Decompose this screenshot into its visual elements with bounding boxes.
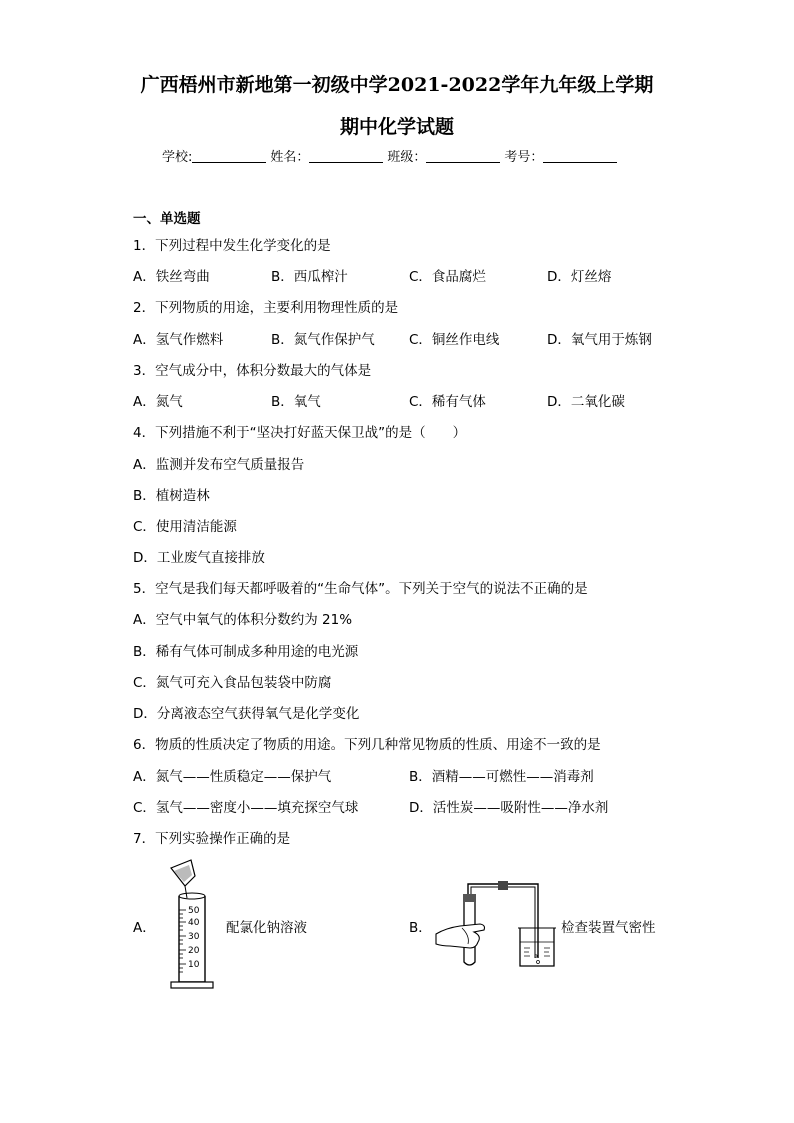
delivery-tube-icon: [468, 884, 538, 958]
stopper-icon: [463, 894, 476, 902]
cylinder-tick-10: 10: [188, 960, 200, 970]
cylinder-base-icon: [171, 982, 213, 988]
question-6-option-b[interactable]: B．酒精——可燃性——消毒剂: [409, 769, 594, 785]
question-5-option-b[interactable]: B．稀有气体可制成多种用途的电光源: [133, 644, 359, 660]
question-1-option-a[interactable]: A．铁丝弯曲: [133, 269, 210, 285]
question-2-option-c[interactable]: C．铜丝作电线: [409, 332, 500, 348]
question-3-option-c[interactable]: C．稀有气体: [409, 394, 486, 410]
question-1-option-d[interactable]: D．灯丝熔: [547, 269, 612, 285]
question-4-option-a[interactable]: A．监测并发布空气质量报告: [133, 457, 305, 473]
question-4-option-c[interactable]: C．使用清洁能源: [133, 519, 237, 535]
question-7-option-a[interactable]: A．: [133, 920, 156, 936]
number-label: 考号：: [504, 150, 544, 165]
exam-title-line2: 期中化学试题: [339, 116, 454, 138]
graduated-cylinder-figure: [165, 858, 219, 994]
rubber-connector-icon: [498, 881, 508, 890]
cylinder-tick-30: 30: [188, 932, 200, 942]
question-1-option-c[interactable]: C．食品腐烂: [409, 269, 486, 285]
class-blank[interactable]: [426, 150, 500, 163]
question-2-option-a[interactable]: A．氢气作燃料: [133, 332, 224, 348]
question-2-option-b[interactable]: B．氮气作保护气: [271, 332, 375, 348]
school-blank[interactable]: [192, 150, 266, 163]
question-3-option-b[interactable]: B．氧气: [271, 394, 321, 410]
question-3-option-a[interactable]: A．氮气: [133, 394, 183, 410]
question-6-option-c[interactable]: C．氢气——密度小——填充探空气球: [133, 800, 359, 816]
question-6-stem: 6．物质的性质决定了物质的用途。下列几种常见物质的性质、用途不一致的是: [133, 737, 601, 753]
question-1-option-b[interactable]: B．西瓜榨汁: [271, 269, 348, 285]
question-7-stem: 7．下列实验操作正确的是: [133, 831, 291, 847]
question-4-stem: 4．下列措施不利于“坚决打好蓝天保卫战”的是（ ）: [133, 425, 467, 441]
figure-b-label: 检查装置气密性: [561, 920, 656, 936]
question-4-option-b[interactable]: B．植树造林: [133, 488, 210, 504]
question-2-stem: 2．下列物质的用途，主要利用物理性质的是: [133, 300, 399, 316]
question-7-option-b[interactable]: B．: [409, 920, 432, 936]
question-3-option-d[interactable]: D．二氧化碳: [547, 394, 625, 410]
exam-title-line1: 广西梧州市新地第一初级中学2021-2022学年九年级上学期: [140, 74, 654, 96]
question-5-option-d[interactable]: D．分离液态空气获得氧气是化学变化: [133, 706, 360, 722]
question-1-stem: 1．下列过程中发生化学变化的是: [133, 238, 331, 254]
airtightness-check-figure: [432, 876, 560, 970]
question-5-option-a[interactable]: A．空气中氧气的体积分数约为 21%: [133, 612, 353, 628]
question-4-option-d[interactable]: D．工业废气直接排放: [133, 550, 265, 566]
beaker-icon: [520, 928, 554, 966]
question-6-option-d[interactable]: D．活性炭——吸附性——净水剂: [409, 800, 609, 816]
section-heading: 一、单选题: [133, 211, 201, 227]
question-2-option-d[interactable]: D．氧气用于炼钢: [547, 332, 652, 348]
cylinder-tick-20: 20: [188, 946, 200, 956]
cylinder-tick-40: 40: [188, 918, 200, 928]
name-label: 姓名：: [270, 150, 310, 165]
school-label: 学校:: [162, 150, 193, 165]
question-5-option-c[interactable]: C．氮气可充入食品包装袋中防腐: [133, 675, 332, 691]
student-info-line: [162, 146, 621, 165]
question-5-stem: 5．空气是我们每天都呼吸着的“生命气体”。下列关于空气的说法不正确的是: [133, 581, 588, 597]
question-6-option-a[interactable]: A．氮气——性质稳定——保护气: [133, 769, 332, 785]
figure-a-label: 配氯化钠溶液: [226, 920, 307, 936]
number-blank[interactable]: [543, 150, 617, 163]
cylinder-tick-50: 50: [188, 906, 200, 916]
hand-icon: [436, 924, 485, 948]
question-3-stem: 3．空气成分中，体积分数最大的气体是: [133, 363, 372, 379]
class-label: 班级：: [387, 150, 427, 165]
name-blank[interactable]: [309, 150, 383, 163]
